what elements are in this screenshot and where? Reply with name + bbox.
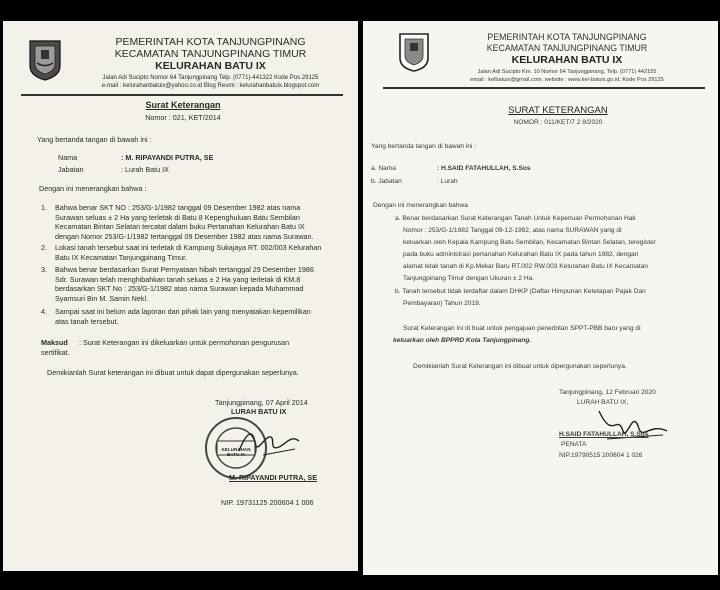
item-line: Sampai saat ini belum ada laporan dari pihak lain yang menyatakan kepemilikan <box>55 307 311 316</box>
item-line: berdasarkan SKT No : 253/G-1/1982 atas nama Surawan kepada Muhammad <box>55 284 304 293</box>
header-line2: KECAMATAN TANJUNGPINANG TIMUR <box>486 43 648 53</box>
header-line3: KELURAHAN BATU IX <box>155 60 266 72</box>
field-position-value: : Lurah Batu IX <box>121 165 169 174</box>
item-a-line: alamat letak tanah di Kp.Mekar Baru RT.002 RW.003 Kelurahan Batu IX Kecamatan <box>403 263 648 270</box>
header-contact: email : kelbatuix@gmail.com, website : www.kel-batuix.go.id, Kode Pos 29125 <box>470 77 664 83</box>
header-line1: PEMERINTAH KOTA TANJUNGPINANG <box>487 32 647 42</box>
field-position-label: b. Jabatan <box>371 178 402 185</box>
item-b-line: Pembayaran) Tahun 2019. <box>403 300 481 307</box>
signer-nip: NIP.19790515 200604 1 026 <box>559 452 643 459</box>
purpose-line: keluarkan oleh BPPRD Kota Tanjungpinang. <box>393 337 532 344</box>
header-line1: PEMERINTAH KOTA TANJUNGPINANG <box>115 36 306 48</box>
purpose-label: Maksud <box>41 338 68 347</box>
item-line: dengan Nomor 253/G-1/1982 tertanggal 09 Desember 1982 atas nama Surawan. <box>55 231 314 241</box>
signer-name: M. RIPAYANDI PUTRA, SE <box>229 473 317 482</box>
field-name-value: : M. RIPAYANDI PUTRA, SE <box>121 153 214 162</box>
header-address: Jalan Adi Sucipto Km. 10 Nomor 64 Tanjungpinang, Telp. (0771) 442155 <box>477 69 657 75</box>
item-a-line: Tanjungpinang Timur dengan Ukuran ± 2 Ha. <box>403 275 535 282</box>
item-line: Syamsuri Bin M. Samin Nekl. <box>55 293 149 303</box>
item-number: 4. <box>41 307 47 316</box>
letter-title: SURAT KETERANGAN <box>508 105 608 116</box>
intro-text: Yang bertanda tangan di bawah ini : <box>371 143 477 150</box>
item-a-line: keluarkan oleh Kepala Kampung Batu Sembilan, Kecamatan Bintan Selatan, teregister <box>403 239 656 246</box>
item-line: Kecamatan Bintan Selatan tercatat dalam buku Pertanahan Kelurahan Batu IX <box>55 222 305 231</box>
item-a-line: pada buku administrasi pertanahan Kelurahan Batu IX pada tahun 1982, dengan <box>403 251 639 258</box>
header-address: Jalan Adi Sucipto Nomor 64 Tanjungpinang Telp. (0771)-441322 Kode Pos 29125 <box>102 75 319 81</box>
closing-text: Demikianlah Surat Keterangan ini dibuat untuk dipergunakan seperlunya. <box>413 363 627 370</box>
item-line: Surawan seluas ± 2 Ha yang terletak di Batu 8 Kepenghuluan Batu Sembilan <box>55 212 300 222</box>
field-name-value: : H.SAID FATAHULLAH, S.Sos <box>437 165 531 172</box>
item-number: 2. <box>41 243 47 252</box>
item-number: 3. <box>41 265 47 274</box>
field-position-value: : Lurah <box>437 178 458 185</box>
place-date: Tanjungpinang, 07 April 2014 <box>215 398 308 407</box>
signer-nip: NIP. 19731125 200604 1 006 <box>221 498 314 507</box>
signer-position: LURAH BATU IX <box>231 407 287 416</box>
field-name-label: Nama <box>58 153 78 162</box>
purpose-line: Surat Keterangan ini di buat untuk pengajuan penerbitan SPPT-PBB baru yang di <box>403 325 641 332</box>
purpose-text: : Surat Keterangan ini dikeluarkan untuk permohonan pengurusan <box>79 338 290 347</box>
signer-name: H.SAID FATAHULLAH, S.Sos <box>559 431 649 438</box>
field-name-label: a. Nama <box>371 165 396 172</box>
item-line: Sdr. Surawan telah menghibahkan tanah seluas ± 2 Ha yang terletak di KM.8 <box>55 274 301 284</box>
city-emblem-logo <box>396 31 432 73</box>
item-line: Bahwa benar SKT NO : 253/G-1/1982 tanggal 09 Desember 1982 atas nama <box>55 203 301 212</box>
letter-number: NOMOR : 011/KET/7 2 8/2020 <box>513 119 603 126</box>
item-a-line: a. Benar berdasarkan Surat Keterangan Tanah Untuk Keperluan Permohonan Hak <box>395 215 636 222</box>
intro-text: Yang bertanda tangan di bawah ini : <box>37 135 152 144</box>
header-contact: e-mail : kelurahanbatuix@yahoo.co.id Blog Resmi : kelurahanbatuix.blogspot.com <box>101 83 320 89</box>
stamp-text: KELURAHAN BATU IX <box>221 447 251 457</box>
letter-title: Surat Keterangan <box>145 100 221 110</box>
handwritten-signature <box>593 401 673 447</box>
item-b-line: b. Tanah tersebut tidak terdaftar dalam DHKP (Daftar Himpunan Ketetapan Pajak Dan <box>395 288 646 295</box>
item-line: Bahwa benar berdasarkan Surat Pernyataan hibah tertanggal 29 Desember 1986 <box>55 265 314 274</box>
signer-position: LURAH BATU IX, <box>577 399 629 406</box>
city-emblem-logo <box>27 38 63 82</box>
declaration-text: Dengan ini menerangkan bahwa : <box>39 184 147 193</box>
purpose-text-cont: sertifikat. <box>41 348 70 357</box>
item-line: Lokasi tanah tersebut saat ini terletak di Kampung Sukajaya RT. 002/003 Kelurahan <box>55 243 322 252</box>
item-line: Batu IX Kecamatan Tanjungpinang Timur. <box>55 252 188 262</box>
item-number: 1. <box>41 203 47 212</box>
left-document <box>3 21 358 571</box>
field-position-label: Jabatan <box>58 165 84 174</box>
item-a-line: Nomor : 253/G-1/1982 Tanggal 09-12-1982, atas nama SURAWAN yang di <box>403 227 622 234</box>
handwritten-signature <box>235 425 305 461</box>
declaration-text: Dengan ini menerangkan bahwa <box>373 202 468 209</box>
closing-text: Demikianlah Surat keterangan ini dibuat untuk dapat dipergunakan seperlunya. <box>47 368 299 377</box>
header-divider <box>21 94 343 96</box>
place-date: Tanjungpinang, 12 Februari 2020 <box>559 389 656 396</box>
right-document <box>363 21 718 575</box>
signer-rank: PENATA <box>561 441 587 448</box>
letter-number: Nomor : 021, KET/2014 <box>145 113 221 122</box>
header-line3: KELURAHAN BATU IX <box>511 54 623 66</box>
header-divider <box>383 87 705 89</box>
header-line2: KECAMATAN TANJUNGPINANG TIMUR <box>114 48 307 60</box>
item-line: atas tanah tersebut. <box>55 316 119 326</box>
